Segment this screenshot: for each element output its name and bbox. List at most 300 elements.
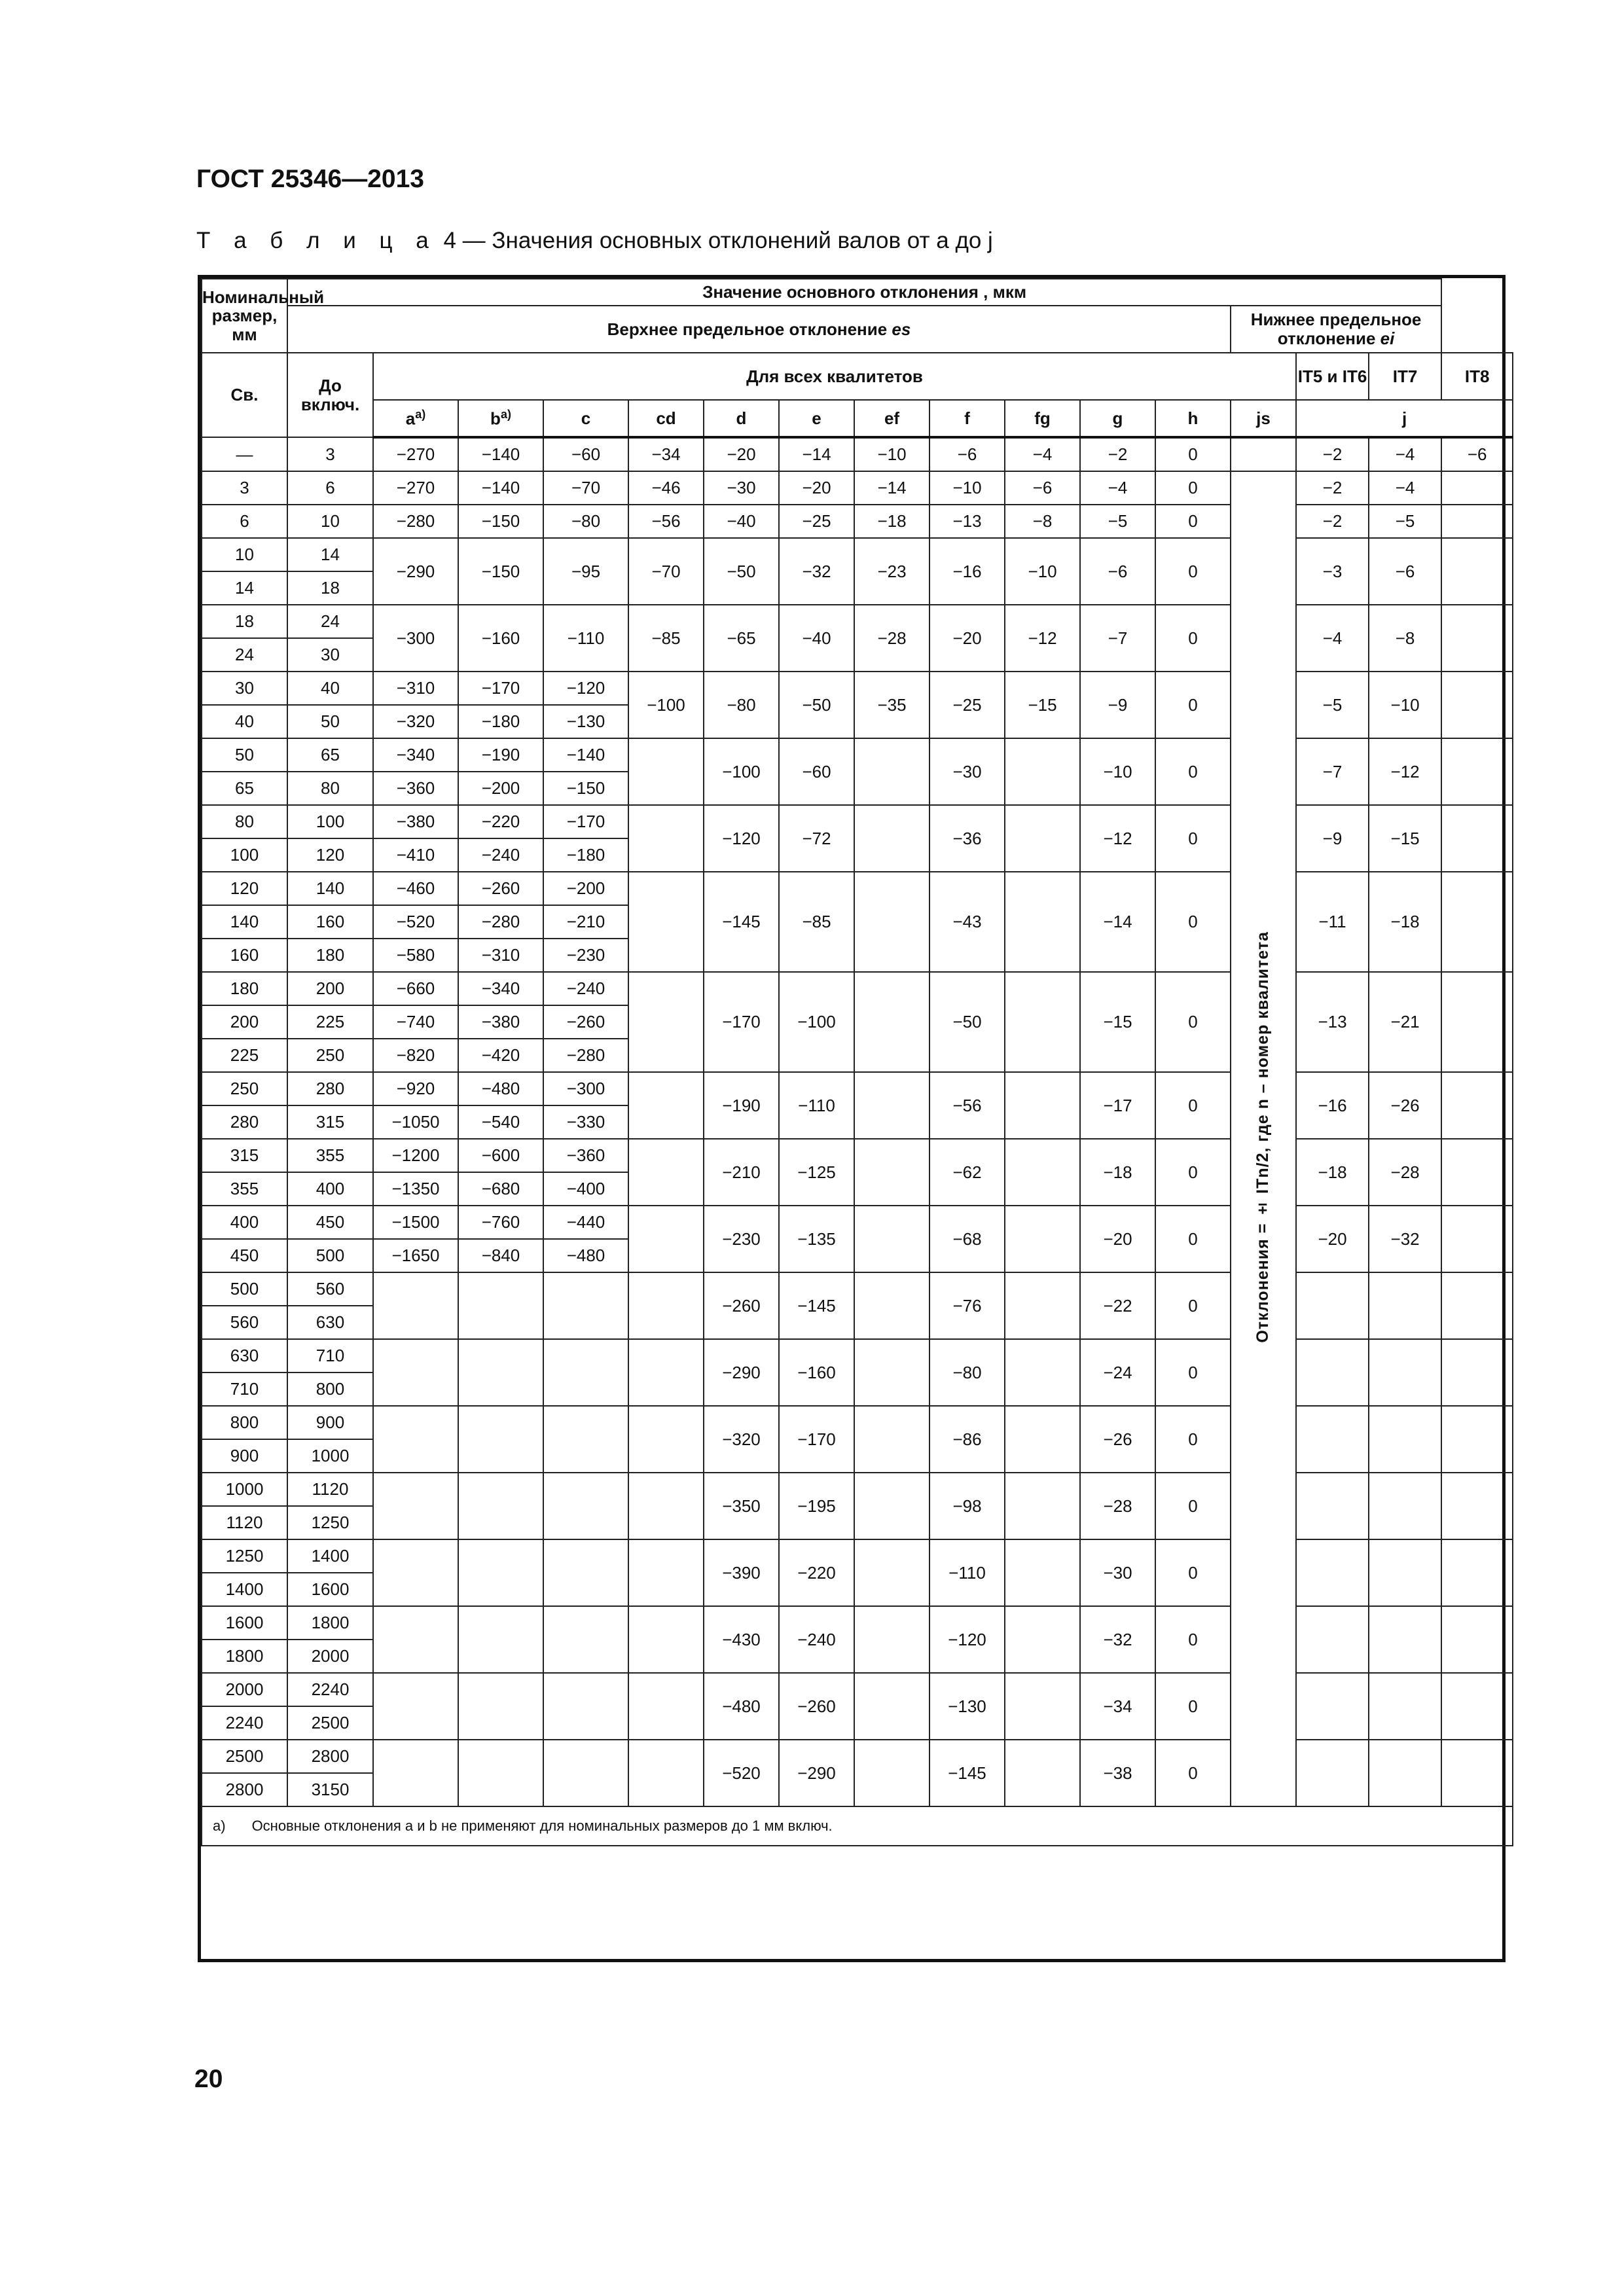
cell-to: 1000 xyxy=(287,1439,373,1473)
cell-b xyxy=(458,1740,543,1806)
cell-ef xyxy=(854,1406,929,1473)
cell-h: 0 xyxy=(1155,1072,1231,1139)
cell-fg xyxy=(1005,972,1080,1072)
cell-d: −430 xyxy=(704,1606,779,1673)
cell-ef xyxy=(854,1272,929,1339)
cell-h: 0 xyxy=(1155,538,1231,605)
cell-a xyxy=(373,1272,458,1339)
lower-deviation-header xyxy=(1231,306,1441,353)
cell-e: −135 xyxy=(779,1206,854,1272)
cell-b: −760 xyxy=(458,1206,543,1239)
cell-a: −410 xyxy=(373,838,458,872)
cell-b: −540 xyxy=(458,1105,543,1139)
cell-j7 xyxy=(1369,1673,1441,1740)
cell-ef: −18 xyxy=(854,505,929,538)
cell-cd xyxy=(628,972,704,1072)
cell-j7 xyxy=(1369,1406,1441,1473)
cell-cd: −70 xyxy=(628,538,704,605)
cell-j5: −3 xyxy=(1296,538,1369,605)
cell-a: −270 xyxy=(373,471,458,505)
cell-to: 800 xyxy=(287,1372,373,1406)
cell-a: −270 xyxy=(373,437,458,471)
cell-f: −6 xyxy=(929,437,1005,471)
cell-to: 1400 xyxy=(287,1539,373,1573)
cell-d: −230 xyxy=(704,1206,779,1272)
cell-d: −390 xyxy=(704,1539,779,1606)
cell-g: −22 xyxy=(1080,1272,1155,1339)
cell-c xyxy=(543,1539,628,1606)
cell-j5 xyxy=(1296,1272,1369,1339)
cell-c xyxy=(543,1406,628,1473)
cell-e: −195 xyxy=(779,1473,854,1539)
cell-ef xyxy=(854,1206,929,1272)
cell-c: −400 xyxy=(543,1172,628,1206)
cell-e: −240 xyxy=(779,1606,854,1673)
cell-to: 900 xyxy=(287,1406,373,1439)
col-j-header: j xyxy=(1296,400,1513,437)
cell-a: −1350 xyxy=(373,1172,458,1206)
cell-cd xyxy=(628,1072,704,1139)
cell-a: −360 xyxy=(373,772,458,805)
cell-from: 40 xyxy=(202,705,287,738)
cell-d: −260 xyxy=(704,1272,779,1339)
from-header: Св. xyxy=(202,353,287,437)
cell-j8 xyxy=(1441,1339,1513,1406)
cell-d: −190 xyxy=(704,1072,779,1139)
cell-j5: −7 xyxy=(1296,738,1369,805)
footnote-row xyxy=(202,1806,1513,1846)
cell-to: 200 xyxy=(287,972,373,1005)
value-header: Значение основного отклонения , мкм xyxy=(287,279,1441,306)
cell-h: 0 xyxy=(1155,605,1231,672)
col-fg-header: fg xyxy=(1005,400,1080,437)
cell-a: −310 xyxy=(373,672,458,705)
cell-j7 xyxy=(1369,1740,1441,1806)
cell-e: −60 xyxy=(779,738,854,805)
cell-fg xyxy=(1005,1406,1080,1473)
col-cd-header: cd xyxy=(628,400,704,437)
table-row xyxy=(202,972,1513,1005)
cell-h: 0 xyxy=(1155,1406,1231,1473)
cell-from: — xyxy=(202,437,287,471)
cell-d: −520 xyxy=(704,1740,779,1806)
cell-e: −100 xyxy=(779,972,854,1072)
cell-j8 xyxy=(1441,1539,1513,1606)
cell-b: −170 xyxy=(458,672,543,705)
cell-ef xyxy=(854,972,929,1072)
cell-to: 18 xyxy=(287,571,373,605)
cell-f: −10 xyxy=(929,471,1005,505)
cell-f: −68 xyxy=(929,1206,1005,1272)
cell-j5: −5 xyxy=(1296,672,1369,738)
cell-j8 xyxy=(1441,505,1513,538)
cell-j5: −2 xyxy=(1296,437,1369,471)
cell-j7: −15 xyxy=(1369,805,1441,872)
cell-e: −85 xyxy=(779,872,854,972)
cell-j8 xyxy=(1441,672,1513,738)
cell-to: 10 xyxy=(287,505,373,538)
cell-from: 355 xyxy=(202,1172,287,1206)
cell-a: −380 xyxy=(373,805,458,838)
cell-j7: −4 xyxy=(1369,471,1441,505)
cell-f: −145 xyxy=(929,1740,1005,1806)
cell-f: −130 xyxy=(929,1673,1005,1740)
cell-g: −5 xyxy=(1080,505,1155,538)
cell-d: −145 xyxy=(704,872,779,972)
cell-ef: −10 xyxy=(854,437,929,471)
cell-f: −110 xyxy=(929,1539,1005,1606)
it7-header: IT7 xyxy=(1369,353,1441,400)
cell-ef xyxy=(854,1740,929,1806)
cell-a xyxy=(373,1740,458,1806)
cell-f: −36 xyxy=(929,805,1005,872)
cell-j5 xyxy=(1296,1606,1369,1673)
cell-from: 250 xyxy=(202,1072,287,1105)
cell-ef xyxy=(854,805,929,872)
cell-b: −680 xyxy=(458,1172,543,1206)
cell-to: 315 xyxy=(287,1105,373,1139)
cell-j5: −2 xyxy=(1296,505,1369,538)
cell-c: −60 xyxy=(543,437,628,471)
cell-from: 100 xyxy=(202,838,287,872)
cell-from: 14 xyxy=(202,571,287,605)
cell-c: −80 xyxy=(543,505,628,538)
cell-e: −160 xyxy=(779,1339,854,1406)
footnote-mark-a: а) xyxy=(415,407,426,421)
cell-ef xyxy=(854,1673,929,1740)
cell-fg xyxy=(1005,1206,1080,1272)
cell-ef xyxy=(854,738,929,805)
cell-e: −110 xyxy=(779,1072,854,1139)
cell-to: 250 xyxy=(287,1039,373,1072)
caption-number: 4 xyxy=(443,228,456,253)
cell-from: 1600 xyxy=(202,1606,287,1640)
cell-a xyxy=(373,1339,458,1406)
cell-e: −125 xyxy=(779,1139,854,1206)
cell-e: −220 xyxy=(779,1539,854,1606)
cell-e: −14 xyxy=(779,437,854,471)
table-row xyxy=(202,872,1513,905)
cell-a: −1500 xyxy=(373,1206,458,1239)
cell-fg xyxy=(1005,738,1080,805)
cell-c: −120 xyxy=(543,672,628,705)
cell-j8 xyxy=(1441,1139,1513,1206)
cell-h: 0 xyxy=(1155,805,1231,872)
cell-g: −17 xyxy=(1080,1072,1155,1139)
col-c-header: c xyxy=(543,400,628,437)
cell-h: 0 xyxy=(1155,1673,1231,1740)
es-symbol: es xyxy=(892,319,911,339)
cell-b: −840 xyxy=(458,1239,543,1272)
cell-fg xyxy=(1005,1606,1080,1673)
col-h-header: h xyxy=(1155,400,1231,437)
cell-j8 xyxy=(1441,538,1513,605)
cell-c: −170 xyxy=(543,805,628,838)
table-row xyxy=(202,505,1513,538)
cell-d: −320 xyxy=(704,1406,779,1473)
cell-j8 xyxy=(1441,1406,1513,1473)
it5-it6-header: IT5 и IT6 xyxy=(1296,353,1369,400)
cell-ef xyxy=(854,1072,929,1139)
cell-from: 1120 xyxy=(202,1506,287,1539)
cell-b: −600 xyxy=(458,1139,543,1172)
to-header: До включ. xyxy=(287,353,373,437)
cell-fg xyxy=(1005,1139,1080,1206)
col-f-header: f xyxy=(929,400,1005,437)
table-row xyxy=(202,1406,1513,1439)
cell-c: −140 xyxy=(543,738,628,772)
cell-b: −480 xyxy=(458,1072,543,1105)
cell-from: 140 xyxy=(202,905,287,939)
cell-from: 80 xyxy=(202,805,287,838)
cell-a: −1050 xyxy=(373,1105,458,1139)
cell-cd xyxy=(628,872,704,972)
cell-b: −160 xyxy=(458,605,543,672)
cell-from: 3 xyxy=(202,471,287,505)
cell-j7 xyxy=(1369,1339,1441,1406)
cell-j7 xyxy=(1369,1606,1441,1673)
cell-c: −110 xyxy=(543,605,628,672)
cell-j8 xyxy=(1441,471,1513,505)
cell-g: −32 xyxy=(1080,1606,1155,1673)
cell-cd: −100 xyxy=(628,672,704,738)
cell-fg xyxy=(1005,1740,1080,1806)
footnote-text: Основные отклонения a и b не применяют для номинальных размеров до 1 мм включ. xyxy=(251,1817,833,1834)
footnote-mark: а) xyxy=(213,1817,226,1834)
cell-cd xyxy=(628,1206,704,1272)
cell-f: −50 xyxy=(929,972,1005,1072)
cell-b: −200 xyxy=(458,772,543,805)
cell-h: 0 xyxy=(1155,1206,1231,1272)
cell-a: −820 xyxy=(373,1039,458,1072)
cell-c xyxy=(543,1740,628,1806)
cell-b: −140 xyxy=(458,471,543,505)
cell-from: 1800 xyxy=(202,1640,287,1673)
cell-e: −50 xyxy=(779,672,854,738)
table-row xyxy=(202,471,1513,505)
cell-j5 xyxy=(1296,1539,1369,1606)
cell-c: −260 xyxy=(543,1005,628,1039)
cell-g: −30 xyxy=(1080,1539,1155,1606)
cell-h: 0 xyxy=(1155,672,1231,738)
cell-c: −95 xyxy=(543,538,628,605)
cell-ef: −23 xyxy=(854,538,929,605)
cell-from: 160 xyxy=(202,939,287,972)
cell-b xyxy=(458,1473,543,1539)
cell-to: 1800 xyxy=(287,1606,373,1640)
cell-ef: −35 xyxy=(854,672,929,738)
cell-cd xyxy=(628,738,704,805)
cell-f: −13 xyxy=(929,505,1005,538)
table-row xyxy=(202,1339,1513,1372)
table-row xyxy=(202,1606,1513,1640)
cell-d: −120 xyxy=(704,805,779,872)
cell-from: 2500 xyxy=(202,1740,287,1773)
cell-f: −98 xyxy=(929,1473,1005,1539)
cell-j5 xyxy=(1296,1339,1369,1406)
cell-f: −62 xyxy=(929,1139,1005,1206)
cell-from: 560 xyxy=(202,1306,287,1339)
cell-j7: −6 xyxy=(1369,538,1441,605)
cell-j8 xyxy=(1441,1473,1513,1539)
cell-ef: −14 xyxy=(854,471,929,505)
cell-j5: −18 xyxy=(1296,1139,1369,1206)
cell-from: 200 xyxy=(202,1005,287,1039)
col-a-label: a xyxy=(405,408,416,429)
cell-a: −280 xyxy=(373,505,458,538)
cell-c: −130 xyxy=(543,705,628,738)
cell-from: 710 xyxy=(202,1372,287,1406)
cell-a: −520 xyxy=(373,905,458,939)
cell-b: −150 xyxy=(458,538,543,605)
cell-cd xyxy=(628,1606,704,1673)
cell-j5: −11 xyxy=(1296,872,1369,972)
cell-cd xyxy=(628,1139,704,1206)
cell-to: 500 xyxy=(287,1239,373,1272)
cell-f: −16 xyxy=(929,538,1005,605)
cell-g: −26 xyxy=(1080,1406,1155,1473)
cell-cd: −34 xyxy=(628,437,704,471)
cell-cd xyxy=(628,805,704,872)
cell-to: 180 xyxy=(287,939,373,972)
cell-a: −300 xyxy=(373,605,458,672)
table-row xyxy=(202,1539,1513,1573)
cell-j7 xyxy=(1369,1539,1441,1606)
cell-g: −12 xyxy=(1080,805,1155,872)
cell-h: 0 xyxy=(1155,471,1231,505)
cell-a: −1650 xyxy=(373,1239,458,1272)
cell-a: −290 xyxy=(373,538,458,605)
cell-to: 14 xyxy=(287,538,373,571)
cell-js xyxy=(1231,437,1296,471)
cell-ef: −28 xyxy=(854,605,929,672)
cell-j8: −6 xyxy=(1441,437,1513,471)
cell-a: −340 xyxy=(373,738,458,772)
cell-c: −480 xyxy=(543,1239,628,1272)
upper-deviation-label: Верхнее предельное отклонение xyxy=(607,319,888,339)
cell-j5: −2 xyxy=(1296,471,1369,505)
cell-to: 2800 xyxy=(287,1740,373,1773)
cell-f: −25 xyxy=(929,672,1005,738)
cell-a xyxy=(373,1473,458,1539)
cell-c: −210 xyxy=(543,905,628,939)
cell-d: −65 xyxy=(704,605,779,672)
cell-from: 120 xyxy=(202,872,287,905)
cell-c: −330 xyxy=(543,1105,628,1139)
cell-from: 24 xyxy=(202,638,287,672)
cell-j8 xyxy=(1441,805,1513,872)
cell-fg: −10 xyxy=(1005,538,1080,605)
cell-g: −24 xyxy=(1080,1339,1155,1406)
cell-to: 1120 xyxy=(287,1473,373,1506)
cell-to: 710 xyxy=(287,1339,373,1372)
cell-h: 0 xyxy=(1155,872,1231,972)
cell-c: −150 xyxy=(543,772,628,805)
cell-ef xyxy=(854,1473,929,1539)
cell-g: −28 xyxy=(1080,1473,1155,1539)
cell-e: −260 xyxy=(779,1673,854,1740)
page-number: 20 xyxy=(194,2065,223,2093)
cell-j5: −9 xyxy=(1296,805,1369,872)
it8-header: IT8 xyxy=(1441,353,1513,400)
cell-g: −38 xyxy=(1080,1740,1155,1806)
cell-a xyxy=(373,1539,458,1606)
cell-c: −360 xyxy=(543,1139,628,1172)
cell-a: −320 xyxy=(373,705,458,738)
cell-b xyxy=(458,1539,543,1606)
cell-a: −460 xyxy=(373,872,458,905)
cell-a: −580 xyxy=(373,939,458,972)
cell-f: −86 xyxy=(929,1406,1005,1473)
cell-j7: −5 xyxy=(1369,505,1441,538)
cell-j7 xyxy=(1369,1473,1441,1539)
cell-c: −280 xyxy=(543,1039,628,1072)
cell-from: 2000 xyxy=(202,1673,287,1706)
cell-h: 0 xyxy=(1155,437,1231,471)
cell-to: 24 xyxy=(287,605,373,638)
cell-b: −140 xyxy=(458,437,543,471)
table-row xyxy=(202,437,1513,471)
col-a-header xyxy=(373,400,458,437)
cell-d: −80 xyxy=(704,672,779,738)
cell-h: 0 xyxy=(1155,1740,1231,1806)
cell-j7 xyxy=(1369,1272,1441,1339)
cell-to: 2000 xyxy=(287,1640,373,1673)
cell-g: −15 xyxy=(1080,972,1155,1072)
cell-fg: −4 xyxy=(1005,437,1080,471)
col-ef-header: ef xyxy=(854,400,929,437)
cell-from: 2800 xyxy=(202,1773,287,1806)
cell-fg xyxy=(1005,1272,1080,1339)
cell-c: −70 xyxy=(543,471,628,505)
cell-to: 160 xyxy=(287,905,373,939)
cell-e: −145 xyxy=(779,1272,854,1339)
cell-g: −14 xyxy=(1080,872,1155,972)
cell-f: −30 xyxy=(929,738,1005,805)
table-row xyxy=(202,672,1513,705)
cell-j5 xyxy=(1296,1406,1369,1473)
cell-from: 315 xyxy=(202,1139,287,1172)
cell-j7: −8 xyxy=(1369,605,1441,672)
cell-to: 400 xyxy=(287,1172,373,1206)
cell-f: −76 xyxy=(929,1272,1005,1339)
cell-j5 xyxy=(1296,1673,1369,1740)
col-e-header: e xyxy=(779,400,854,437)
cell-c: −440 xyxy=(543,1206,628,1239)
cell-fg: −15 xyxy=(1005,672,1080,738)
cell-to: 6 xyxy=(287,471,373,505)
cell-to: 3150 xyxy=(287,1773,373,1806)
cell-fg: −12 xyxy=(1005,605,1080,672)
cell-j7: −4 xyxy=(1369,437,1441,471)
upper-deviation-header xyxy=(287,306,1231,353)
cell-j7: −28 xyxy=(1369,1139,1441,1206)
cell-b: −340 xyxy=(458,972,543,1005)
js-formula-text: Отклонения = ± ITn/2, где n – номер квалитета xyxy=(1254,931,1272,1343)
cell-g: −20 xyxy=(1080,1206,1155,1272)
cell-a xyxy=(373,1606,458,1673)
cell-f: −120 xyxy=(929,1606,1005,1673)
cell-to: 30 xyxy=(287,638,373,672)
cell-j5 xyxy=(1296,1473,1369,1539)
js-formula-cell xyxy=(1231,471,1296,1806)
cell-d: −40 xyxy=(704,505,779,538)
caption-label: Т а б л и ц а xyxy=(196,228,437,253)
lower-deviation-label: Нижнее предельное отклонение xyxy=(1250,310,1422,348)
cell-e: −72 xyxy=(779,805,854,872)
cell-to: 450 xyxy=(287,1206,373,1239)
cell-fg xyxy=(1005,1673,1080,1740)
